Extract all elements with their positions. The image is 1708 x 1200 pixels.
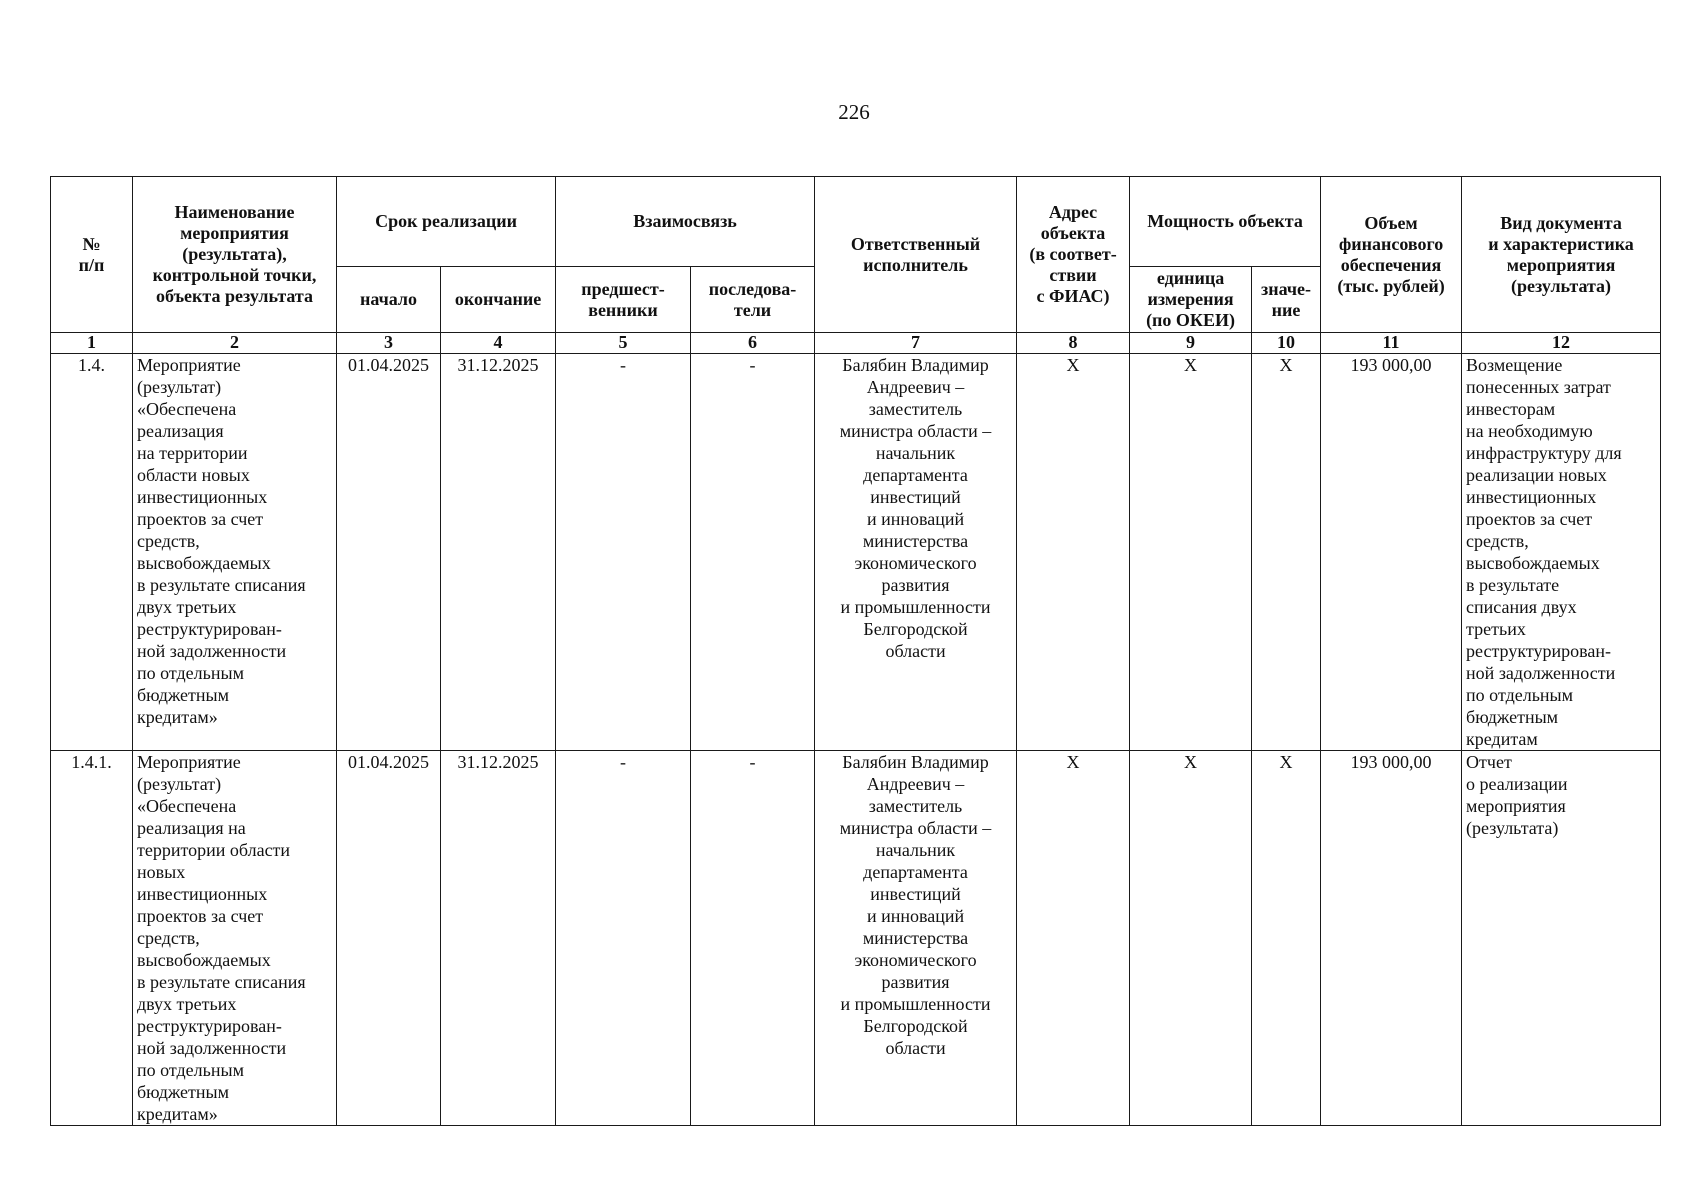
- row-unit: X: [1130, 354, 1252, 751]
- row-address: X: [1017, 751, 1130, 1126]
- row-start-date: 01.04.2025: [337, 354, 441, 751]
- row-num: 1.4.1.: [51, 751, 133, 1126]
- header-doc: Вид документа и характеристика мероприятия (результата): [1462, 177, 1661, 333]
- column-number: 7: [815, 333, 1017, 354]
- column-number: 8: [1017, 333, 1130, 354]
- table-row: [51, 354, 1661, 751]
- header-responsible: Ответственный исполнитель: [815, 177, 1017, 333]
- header-capacity: Мощность объекта: [1130, 177, 1321, 267]
- row-responsible: Балябин Владимир Андреевич – заместитель министра области – начальник департамента инвестиций и инноваций министерства экономического развития и промышленности Белгородской области: [815, 751, 1017, 1126]
- row-finance: 193 000,00: [1321, 354, 1462, 751]
- column-number: 1: [51, 333, 133, 354]
- header-link-next: последова- тели: [691, 267, 815, 333]
- row-address: X: [1017, 354, 1130, 751]
- row-end-date: 31.12.2025: [441, 354, 556, 751]
- row-value: X: [1252, 354, 1321, 751]
- row-unit: X: [1130, 751, 1252, 1126]
- column-number: 6: [691, 333, 815, 354]
- row-successors: -: [691, 354, 815, 751]
- table-header-row: [51, 177, 1661, 267]
- header-capacity-value: значе- ние: [1252, 267, 1321, 333]
- page-number: 226: [838, 100, 870, 124]
- column-number: 2: [133, 333, 337, 354]
- row-doc: Возмещение понесенных затрат инвесторам на необходимую инфраструктуру для реализации новых инвестиционных проектов за счет средств, высвобождаемых в результате списания двух третьих реструктурирован- ной задолженности по отдельным бюджетным кредитам: [1462, 354, 1661, 751]
- header-address: Адрес объекта (в соответ- ствии с ФИАС): [1017, 177, 1130, 333]
- header-num: № п/п: [51, 177, 133, 333]
- row-end-date: 31.12.2025: [441, 751, 556, 1126]
- column-number: 10: [1252, 333, 1321, 354]
- header-link-prev: предшест- венники: [556, 267, 691, 333]
- row-num: 1.4.: [51, 354, 133, 751]
- column-number: 3: [337, 333, 441, 354]
- row-doc: Отчет о реализации мероприятия (результата): [1462, 751, 1661, 1126]
- column-number: 9: [1130, 333, 1252, 354]
- row-name: Мероприятие (результат) «Обеспечена реализация на территории области новых инвестиционных проектов за счет средств, высвобождаемых в результате списания двух третьих реструктурирован- ной задолженности по отдельным бюджетным кредитам»: [133, 751, 337, 1126]
- column-number: 5: [556, 333, 691, 354]
- header-term: Срок реализации: [337, 177, 556, 267]
- header-name: Наименование мероприятия (результата), контрольной точки, объекта результата: [133, 177, 337, 333]
- row-responsible: Балябин Владимир Андреевич – заместитель министра области – начальник департамента инвестиций и инноваций министерства экономического развития и промышленности Белгородской области: [815, 354, 1017, 751]
- column-number: 12: [1462, 333, 1661, 354]
- row-predecessors: -: [556, 354, 691, 751]
- header-link: Взаимосвязь: [556, 177, 815, 267]
- row-successors: -: [691, 751, 815, 1126]
- header-finance: Объем финансового обеспечения (тыс. рублей): [1321, 177, 1462, 333]
- row-name: Мероприятие (результат) «Обеспечена реализация на территории области новых инвестиционных проектов за счет средств, высвобождаемых в результате списания двух третьих реструктурирован- ной задолженности по отдельным бюджетным кредитам»: [133, 354, 337, 751]
- row-finance: 193 000,00: [1321, 751, 1462, 1126]
- column-number: 11: [1321, 333, 1462, 354]
- activity-table: [50, 176, 1661, 1126]
- row-predecessors: -: [556, 751, 691, 1126]
- header-term-end: окончание: [441, 267, 556, 333]
- header-capacity-unit: единица измерения (по ОКЕИ): [1130, 267, 1252, 333]
- row-value: X: [1252, 751, 1321, 1126]
- header-term-start: начало: [337, 267, 441, 333]
- column-number-row: [51, 333, 1661, 354]
- column-number: 4: [441, 333, 556, 354]
- table-row: [51, 751, 1661, 1126]
- row-start-date: 01.04.2025: [337, 751, 441, 1126]
